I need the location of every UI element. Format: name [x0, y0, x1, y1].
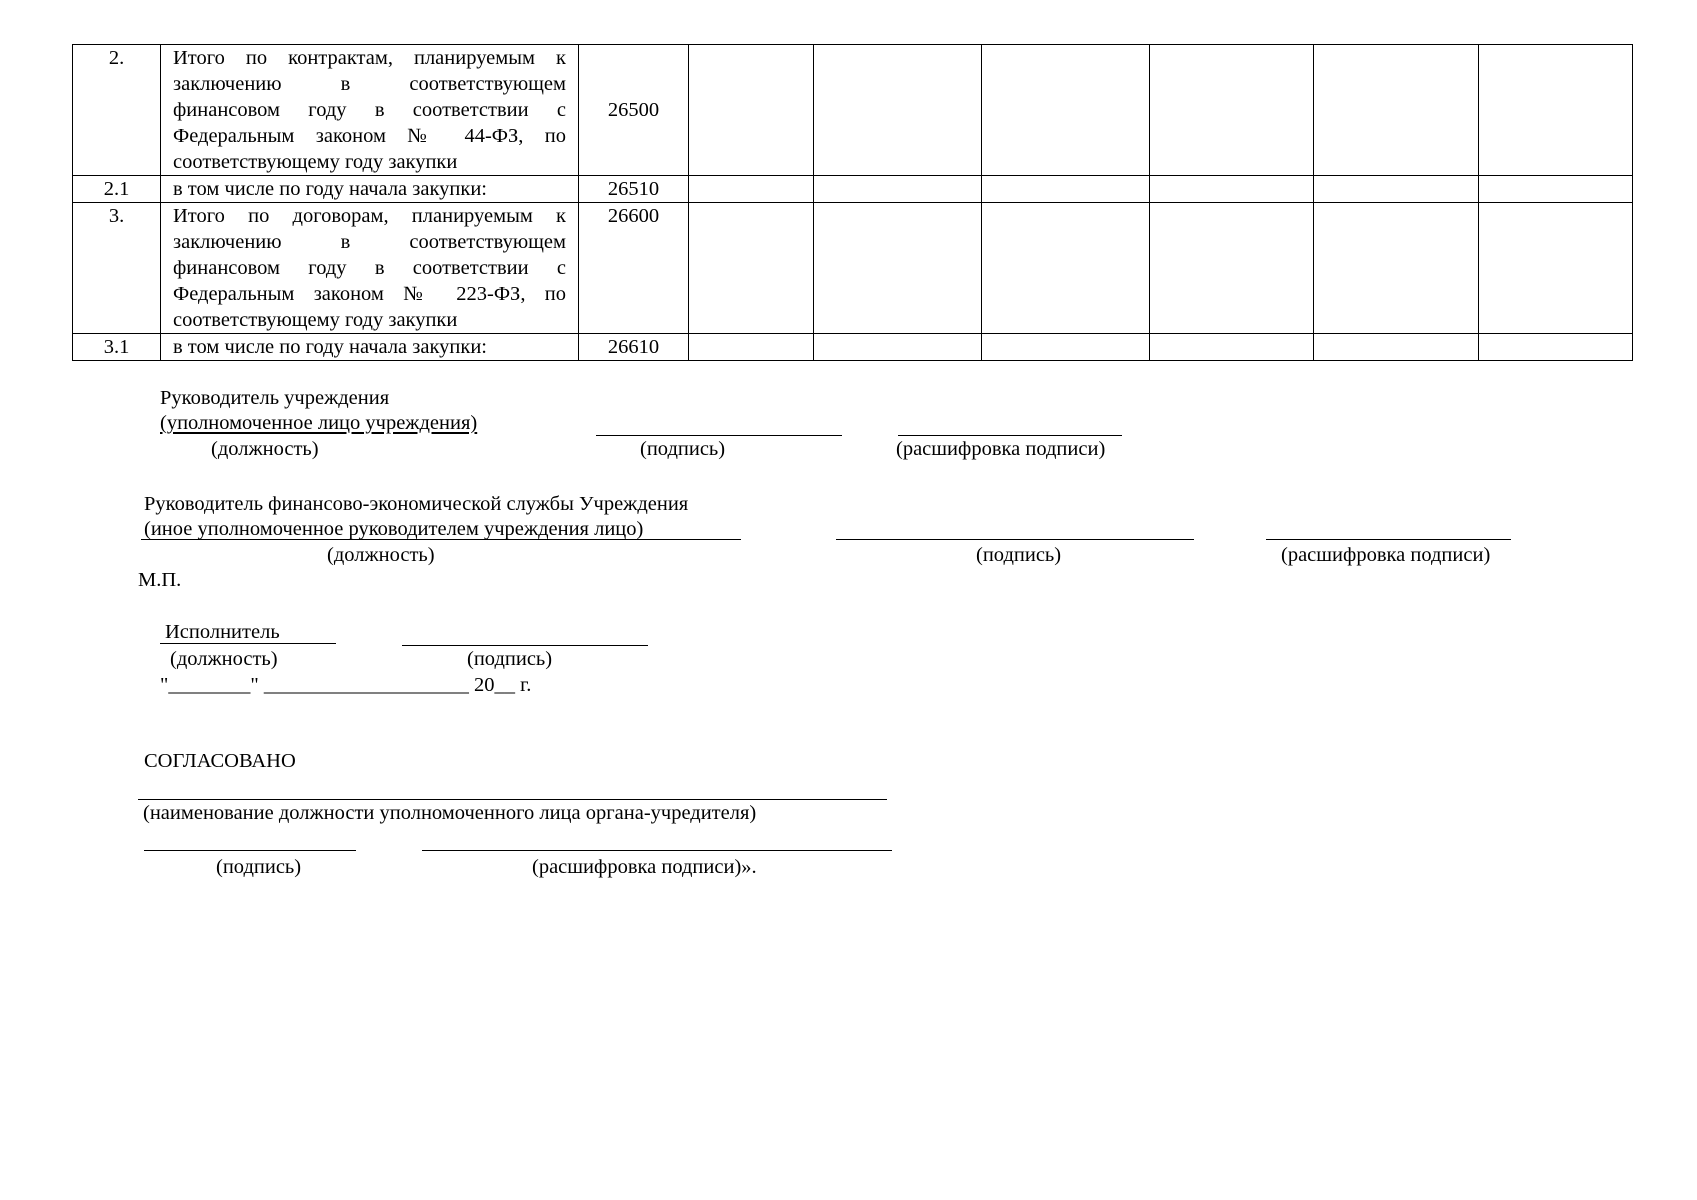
table-row — [73, 334, 1633, 361]
row-code: 26500 — [579, 45, 689, 176]
empty-cell — [689, 176, 814, 203]
empty-cell — [689, 334, 814, 361]
row-description-line: финансовом году в соответствии с — [173, 99, 566, 121]
empty-cell — [814, 176, 982, 203]
row-description-line: заключению в соответствующем — [173, 231, 566, 253]
row-description-line: соответствующему году закупки — [173, 309, 458, 331]
table-row — [73, 176, 1633, 203]
decode-line — [422, 850, 892, 851]
empty-cell — [1479, 334, 1633, 361]
empty-cell — [1479, 203, 1633, 334]
signature-caption: (подпись) — [467, 648, 553, 670]
position-line — [141, 539, 741, 540]
row-code: 26510 — [579, 176, 689, 203]
table-row — [73, 203, 1633, 334]
empty-cell — [1479, 176, 1633, 203]
row-description-line: Федеральным законом № 223-ФЗ, по — [173, 283, 566, 305]
row-description — [161, 45, 579, 176]
position-caption: (должность) — [211, 438, 319, 460]
decode-caption: (расшифровка подписи)». — [532, 856, 757, 878]
empty-cell — [1314, 334, 1479, 361]
row-description-line: финансовом году в соответствии с — [173, 257, 566, 279]
empty-cell — [1150, 203, 1314, 334]
row-number: 3.1 — [73, 334, 161, 361]
decode-caption: (расшифровка подписи) — [1281, 544, 1491, 566]
empty-cell — [689, 45, 814, 176]
empty-cell — [982, 176, 1150, 203]
row-number: 3. — [73, 203, 161, 334]
row-description-line: соответствующему году закупки — [173, 151, 458, 173]
empty-cell — [814, 334, 982, 361]
signature-line — [836, 539, 1194, 540]
row-description — [161, 176, 579, 203]
row-description-line: Федеральным законом № 44-ФЗ, по — [173, 125, 566, 147]
empty-cell — [1314, 176, 1479, 203]
procurement-summary-table — [72, 44, 1633, 361]
executor-underline — [160, 643, 336, 644]
row-description — [161, 203, 579, 334]
empty-cell — [1150, 176, 1314, 203]
head-title: Руководитель учреждения — [160, 387, 390, 409]
row-code: 26600 — [579, 203, 689, 334]
decode-line — [898, 435, 1122, 436]
empty-cell — [1314, 45, 1479, 176]
stamp-place: М.П. — [138, 569, 182, 591]
position-caption: (должность) — [327, 544, 435, 566]
approval-title: СОГЛАСОВАНО — [144, 750, 296, 772]
executor-label: Исполнитель — [165, 621, 280, 643]
row-number: 2. — [73, 45, 161, 176]
signature-caption: (подпись) — [976, 544, 1062, 566]
signature-line — [402, 645, 648, 646]
empty-cell — [1479, 45, 1633, 176]
row-description-line: Итого по договорам, планируемым к — [173, 205, 566, 227]
signature-caption: (подпись) — [216, 856, 302, 878]
table-row — [73, 45, 1633, 176]
row-number: 2.1 — [73, 176, 161, 203]
empty-cell — [982, 203, 1150, 334]
empty-cell — [814, 45, 982, 176]
head-subtitle: (уполномоченное лицо учреждения) — [160, 412, 478, 434]
row-code: 26610 — [579, 334, 689, 361]
position-caption: (должность) — [170, 648, 278, 670]
finance-subtitle: (иное уполномоченное руководителем учреждения лицо) — [144, 518, 644, 540]
empty-cell — [1150, 45, 1314, 176]
row-description — [161, 334, 579, 361]
row-description-line: в том числе по году начала закупки: — [173, 336, 487, 358]
finance-title: Руководитель финансово-экономической службы Учреждения — [144, 493, 689, 515]
position-caption: (наименование должности уполномоченного лица органа-учредителя) — [143, 802, 757, 824]
signature-line — [596, 435, 842, 436]
empty-cell — [1314, 203, 1479, 334]
decode-caption: (расшифровка подписи) — [896, 438, 1106, 460]
empty-cell — [982, 45, 1150, 176]
signature-caption: (подпись) — [640, 438, 726, 460]
date-line: "________" ____________________ 20__ г. — [160, 674, 532, 696]
row-description-line: в том числе по году начала закупки: — [173, 178, 487, 200]
row-description-line: Итого по контрактам, планируемым к — [173, 47, 566, 69]
signature-line — [144, 850, 356, 851]
decode-line — [1266, 539, 1511, 540]
empty-cell — [689, 203, 814, 334]
position-line — [138, 799, 887, 800]
empty-cell — [982, 334, 1150, 361]
empty-cell — [814, 203, 982, 334]
row-description-line: заключению в соответствующем — [173, 73, 566, 95]
empty-cell — [1150, 334, 1314, 361]
